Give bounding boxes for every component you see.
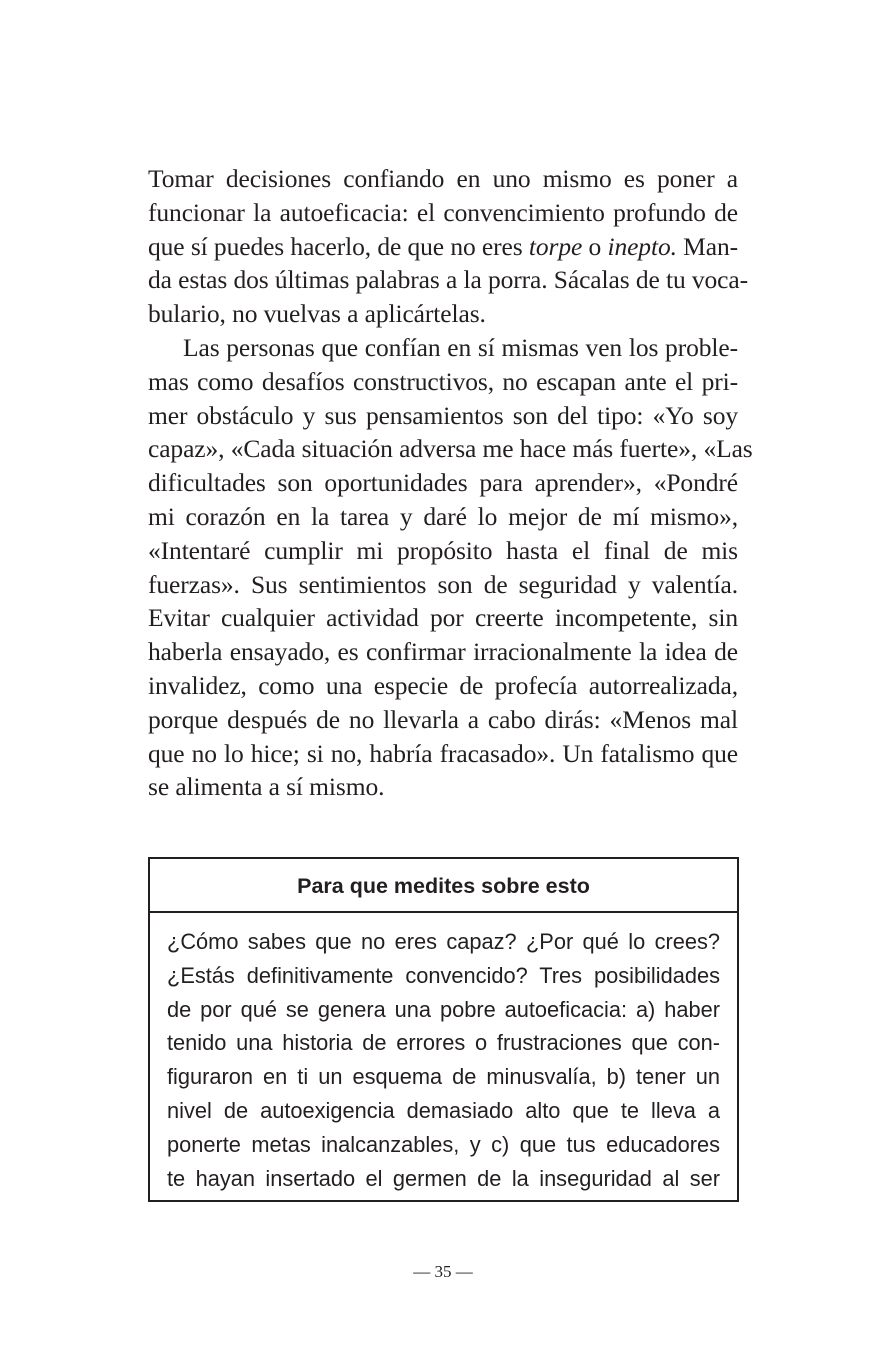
text-line-with-italics xyxy=(148,230,738,264)
box-text-line: ponerte metas inalcanzables, y c) que tus educadores xyxy=(167,1131,720,1157)
text-fragment: Man- xyxy=(676,231,739,261)
text-line: «Intentaré cumplir mi propósito hasta el final de mis xyxy=(148,535,738,565)
italic-word-inepto: inepto. xyxy=(607,231,677,261)
reflection-box-title: Para que medites sobre esto xyxy=(150,859,737,913)
text-line: mi corazón en la tarea y daré lo mejor de mí mismo», xyxy=(148,501,738,531)
text-fragment: o xyxy=(582,231,608,261)
box-text-line: figuraron en ti un esquema de minusvalía, b) tener un xyxy=(167,1064,720,1090)
text-line: fuerzas». Sus sentimientos son de seguridad y valentía. xyxy=(148,569,738,599)
reflection-box xyxy=(148,857,739,1202)
text-line: da estas dos últimas palabras a la porra. Sácalas de tu voca- xyxy=(148,265,749,295)
box-text-line: de por qué se genera una pobre autoeficacia: a) haber xyxy=(167,996,720,1022)
text-line: mas como desafíos constructivos, no escapan ante el pri- xyxy=(148,366,738,396)
box-text-line: ¿Cómo sabes que no eres capaz? ¿Por qué lo crees? xyxy=(167,929,720,954)
reflection-box-body xyxy=(150,913,737,1195)
box-text-line: ¿Estás definitivamente convencido? Tres posibilidades xyxy=(167,962,720,988)
paragraph-1 xyxy=(148,162,749,331)
text-line: haberla ensayado, es confirmar irracionalmente la idea de xyxy=(148,637,738,667)
page-number: — 35 — xyxy=(413,1262,473,1281)
body-text xyxy=(148,162,753,804)
text-line: invalidez, como una especie de profecía autorrealizada, xyxy=(148,670,738,700)
box-text-line: te hayan insertado el germen de la inseguridad al ser xyxy=(167,1165,720,1191)
text-line: porque después de no llevarla a cabo dirás: «Menos mal xyxy=(148,704,738,734)
text-line: mer obstáculo y sus pensamientos son del tipo: «Yo soy xyxy=(148,400,738,430)
italic-word-torpe: torpe xyxy=(528,231,583,261)
text-line: funcionar la autoeficacia: el convencimiento profundo de xyxy=(148,197,738,227)
box-text-line: nivel de autoexigencia demasiado alto que te lleva a xyxy=(167,1097,720,1123)
box-text-line: tenido una historia de errores o frustraciones que con- xyxy=(167,1030,720,1056)
text-line: Las personas que confían en sí mismas ven los proble- xyxy=(183,332,738,362)
text-line: bulario, no vuelvas a aplicártelas. xyxy=(148,299,486,329)
text-line: capaz», «Cada situación adversa me hace más fuerte», «Las xyxy=(148,434,753,464)
text-line: que no lo hice; si no, habría fracasado». Un fatalismo que xyxy=(148,738,738,768)
text-line: dificultades son oportunidades para aprender», «Pondré xyxy=(148,468,738,498)
paragraph-2 xyxy=(148,331,753,804)
text-line: se alimenta a sí mismo. xyxy=(148,772,385,802)
text-line: Evitar cualquier actividad por creerte incompetente, sin xyxy=(148,603,738,633)
text-line: Tomar decisiones confiando en uno mismo es poner a xyxy=(148,164,738,193)
text-fragment: que sí puedes hacerlo, de que no eres xyxy=(148,231,529,261)
